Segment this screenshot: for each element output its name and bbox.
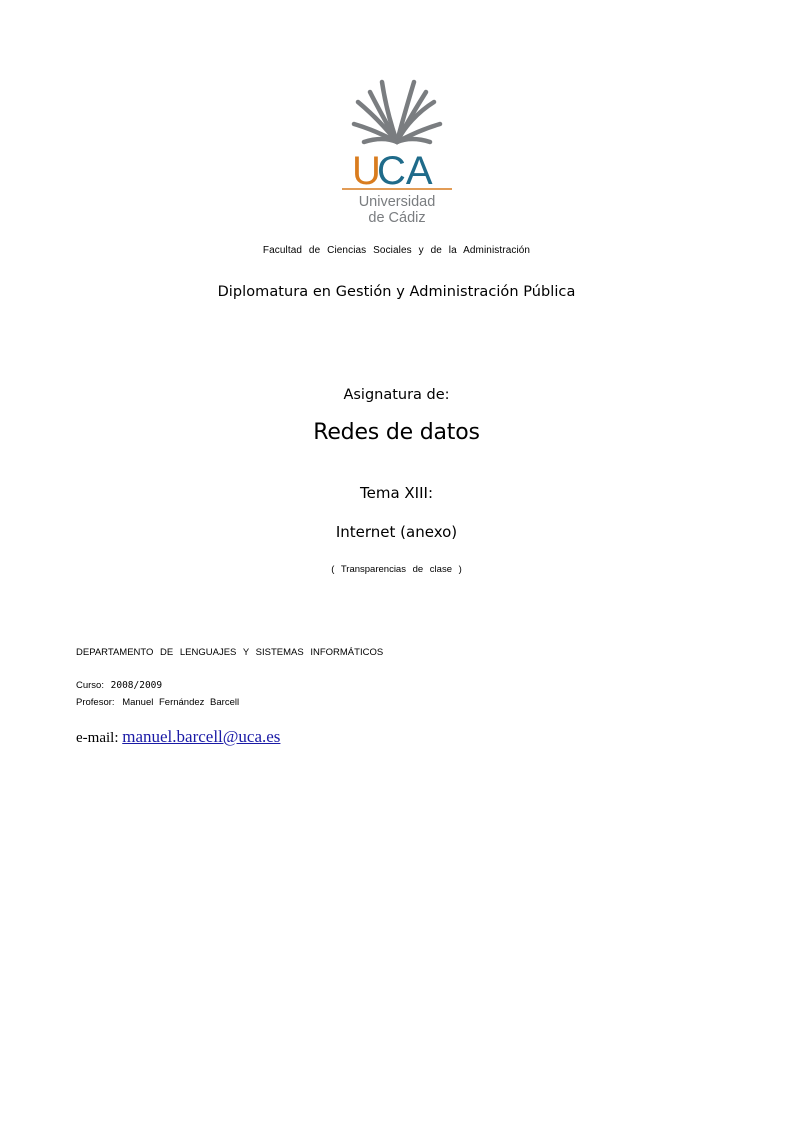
topic-title: Internet (anexo) <box>335 523 458 541</box>
subject-name: Redes de datos <box>313 420 480 445</box>
university-logo <box>330 72 464 228</box>
course-label: Curso: <box>76 680 104 691</box>
course-line <box>76 680 162 691</box>
logo-line1: Universidad <box>358 194 436 210</box>
slides-note: ( Transparencias de clase ) <box>331 564 462 575</box>
topic-number: Tema XIII: <box>359 484 433 502</box>
email-link[interactable]: manuel.barcell@uca.es <box>122 727 281 746</box>
logo-ca-letters: CA <box>377 149 433 193</box>
professor-value: Manuel Fernández Barcell <box>122 697 240 708</box>
degree-title: Diplomatura en Gestión y Administración Pública <box>217 284 576 300</box>
subject-label: Asignatura de: <box>343 387 450 403</box>
professor-line <box>76 697 239 708</box>
email-label: e-mail: <box>76 730 119 746</box>
email-line <box>76 727 280 747</box>
faculty-name: Facultad de Ciencias Sociales y de la Administración <box>262 245 531 256</box>
uca-emblem-icon <box>330 72 464 228</box>
logo-line2: de Cádiz <box>368 210 426 226</box>
course-value: 2008/2009 <box>110 680 163 691</box>
logo-u-letter: U <box>352 149 381 193</box>
professor-label: Profesor: <box>76 697 115 708</box>
department-name: DEPARTAMENTO DE LENGUAJES Y SISTEMAS INFORMÁTICOS <box>76 647 384 658</box>
